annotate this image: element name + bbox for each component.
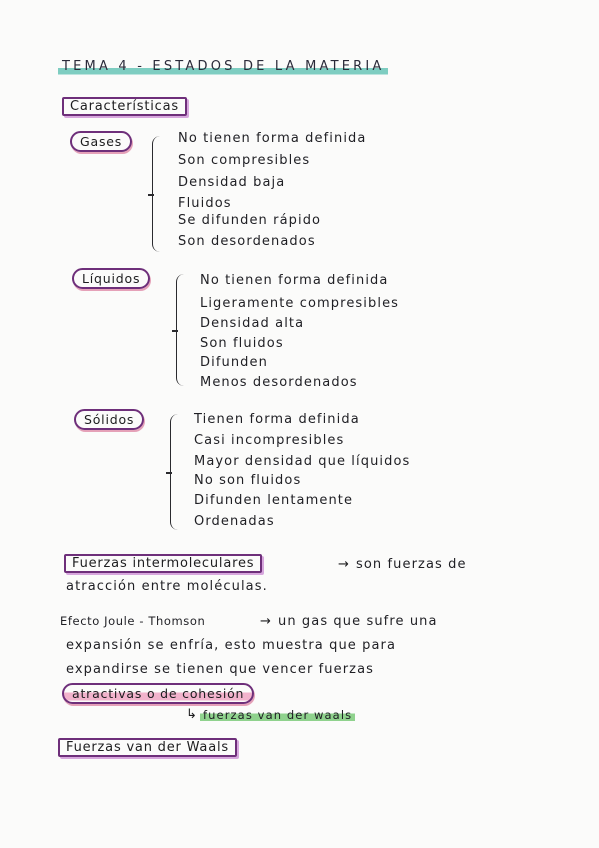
gases-item: Son compresibles [178, 153, 311, 168]
joule-thomson-label: Efecto Joule - Thomson [60, 614, 206, 628]
liquidos-item: Ligeramente compresibles [200, 296, 400, 311]
solidos-brace [170, 414, 181, 530]
van-der-waals-box: Fuerzas van der Waals [58, 738, 237, 757]
page-title: TEMA 4 - ESTADOS DE LA MATERIA [58, 58, 388, 76]
van-der-waals-note: fuerzas van der waals [200, 708, 355, 722]
gases-item: Fluidos [178, 196, 232, 211]
arrow-icon: → [338, 557, 349, 572]
liquidos-brace [176, 274, 187, 386]
section-caracteristicas: Características [62, 97, 187, 116]
gases-label: Gases [70, 131, 132, 152]
liquidos-item: Difunden [200, 355, 268, 370]
joule-text-2: expansión se enfría, esto muestra que para [66, 638, 397, 653]
liquidos-item: No tienen forma definida [200, 273, 389, 288]
solidos-item: Mayor densidad que líquidos [194, 454, 411, 469]
liquidos-item: Densidad alta [200, 316, 305, 331]
liquidos-item: Son fluidos [200, 336, 284, 351]
gases-item: Se difunden rápido [178, 213, 322, 228]
solidos-label: Sólidos [74, 409, 144, 430]
solidos-item: No son fluidos [194, 473, 302, 488]
joule-text-3: expandirse se tienen que vencer fuerzas [66, 662, 375, 677]
cohesion-oval: atractivas o de cohesión [62, 683, 254, 704]
solidos-item: Casi incompresibles [194, 433, 345, 448]
fuerzas-def-2: atracción entre moléculas. [66, 579, 268, 594]
arrow-icon: → [260, 614, 271, 629]
gases-item: Son desordenados [178, 234, 316, 249]
sub-arrow-icon: ↳ [186, 707, 197, 722]
gases-item: No tienen forma definida [178, 131, 367, 146]
liquidos-item: Menos desordenados [200, 375, 358, 390]
solidos-item: Tienen forma definida [194, 412, 360, 427]
joule-text-1: un gas que sufre una [278, 614, 438, 629]
solidos-item: Difunden lentamente [194, 493, 354, 508]
gases-brace [152, 136, 163, 252]
fuerzas-def-1: son fuerzas de [356, 557, 467, 572]
fuerzas-intermoleculares-box: Fuerzas intermoleculares [64, 554, 262, 573]
gases-item: Densidad baja [178, 175, 286, 190]
solidos-item: Ordenadas [194, 514, 275, 529]
liquidos-label: Líquidos [72, 268, 150, 289]
